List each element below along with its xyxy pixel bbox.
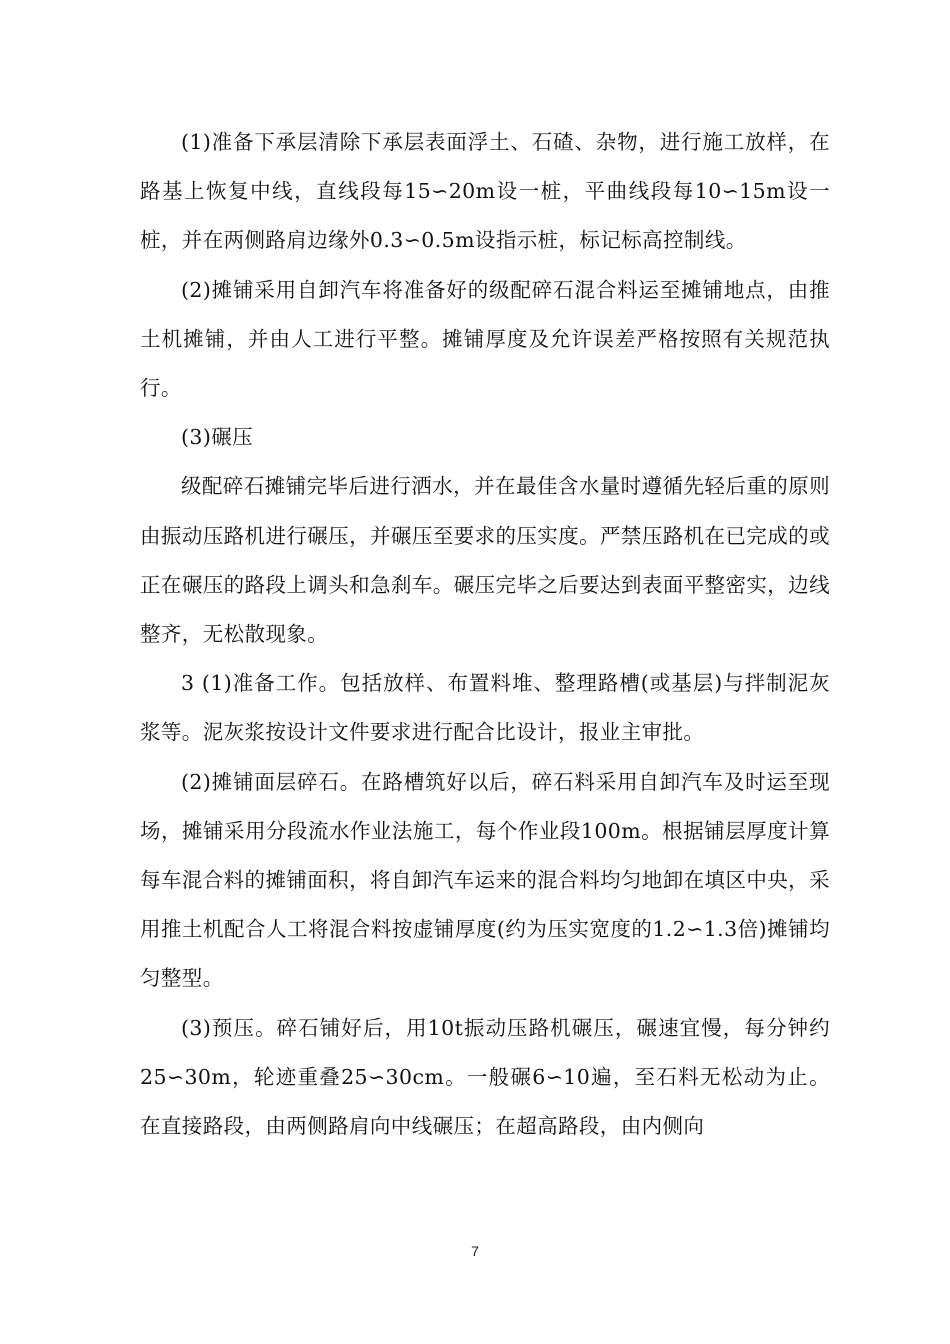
paragraph-prepare-subgrade: (1)准备下承层清除下承层表面浮土、石碴、杂物，进行施工放样，在路基上恢复中线，直线段每15∽20m设一桩，平曲线段每10∽15m设一桩，并在两侧路肩边缘外0.3∽0.5m设指示桩，标记标高控制线。 [140,130,830,253]
paragraph-rolling-details: 级配碎石摊铺完毕后进行洒水，并在最佳含水量时遵循先轻后重的原则由振动压路机进行碾压，并碾压至要求的压实度。严禁压路机在已完成的或正在碾压的路段上调头和急刹车。碾压完毕之后要达到表面平整密实，边线整齐，无松散现象。 [140,474,830,647]
paragraph-spread-crushed-stone: (2)摊铺面层碎石。在路槽筑好以后，碎石料采用自卸汽车及时运至现场，摊铺采用分段流水作业法施工，每个作业段100m。根据铺层厚度计算每车混合料的摊铺面积，将自卸汽车运来的混合料均匀地卸在填区中央，采用推土机配合人工将混合料按虚铺厚度(约为压实宽度的1.2∽1.3倍)摊铺均匀整型。 [140,769,830,991]
paragraph-preparation-work: 3 (1)准备工作。包括放样、布置料堆、整理路槽(或基层)与拌制泥灰浆等。泥灰浆按设计文件要求进行配合比设计，报业主审批。 [140,671,830,745]
document-body [140,118,830,1151]
paragraph-spreading: (2)摊铺采用自卸汽车将准备好的级配碎石混合料运至摊铺地点，由推土机摊铺，并由人工进行平整。摊铺厚度及允许误差严格按照有关规范执行。 [140,277,830,401]
paragraph-pre-compaction: (3)预压。碎石铺好后，用10t振动压路机碾压，碾速宜慢，每分钟约25∽30m，轮迹重叠25∽30cm。一般碾6∽10遍，至石料无松动为止。在直接路段，由两侧路肩向中线碾压；在超高路段，由内侧向 [140,1015,830,1139]
paragraph-rolling-heading: (3)碾压 [181,425,254,450]
page-number: 7 [471,1243,479,1259]
